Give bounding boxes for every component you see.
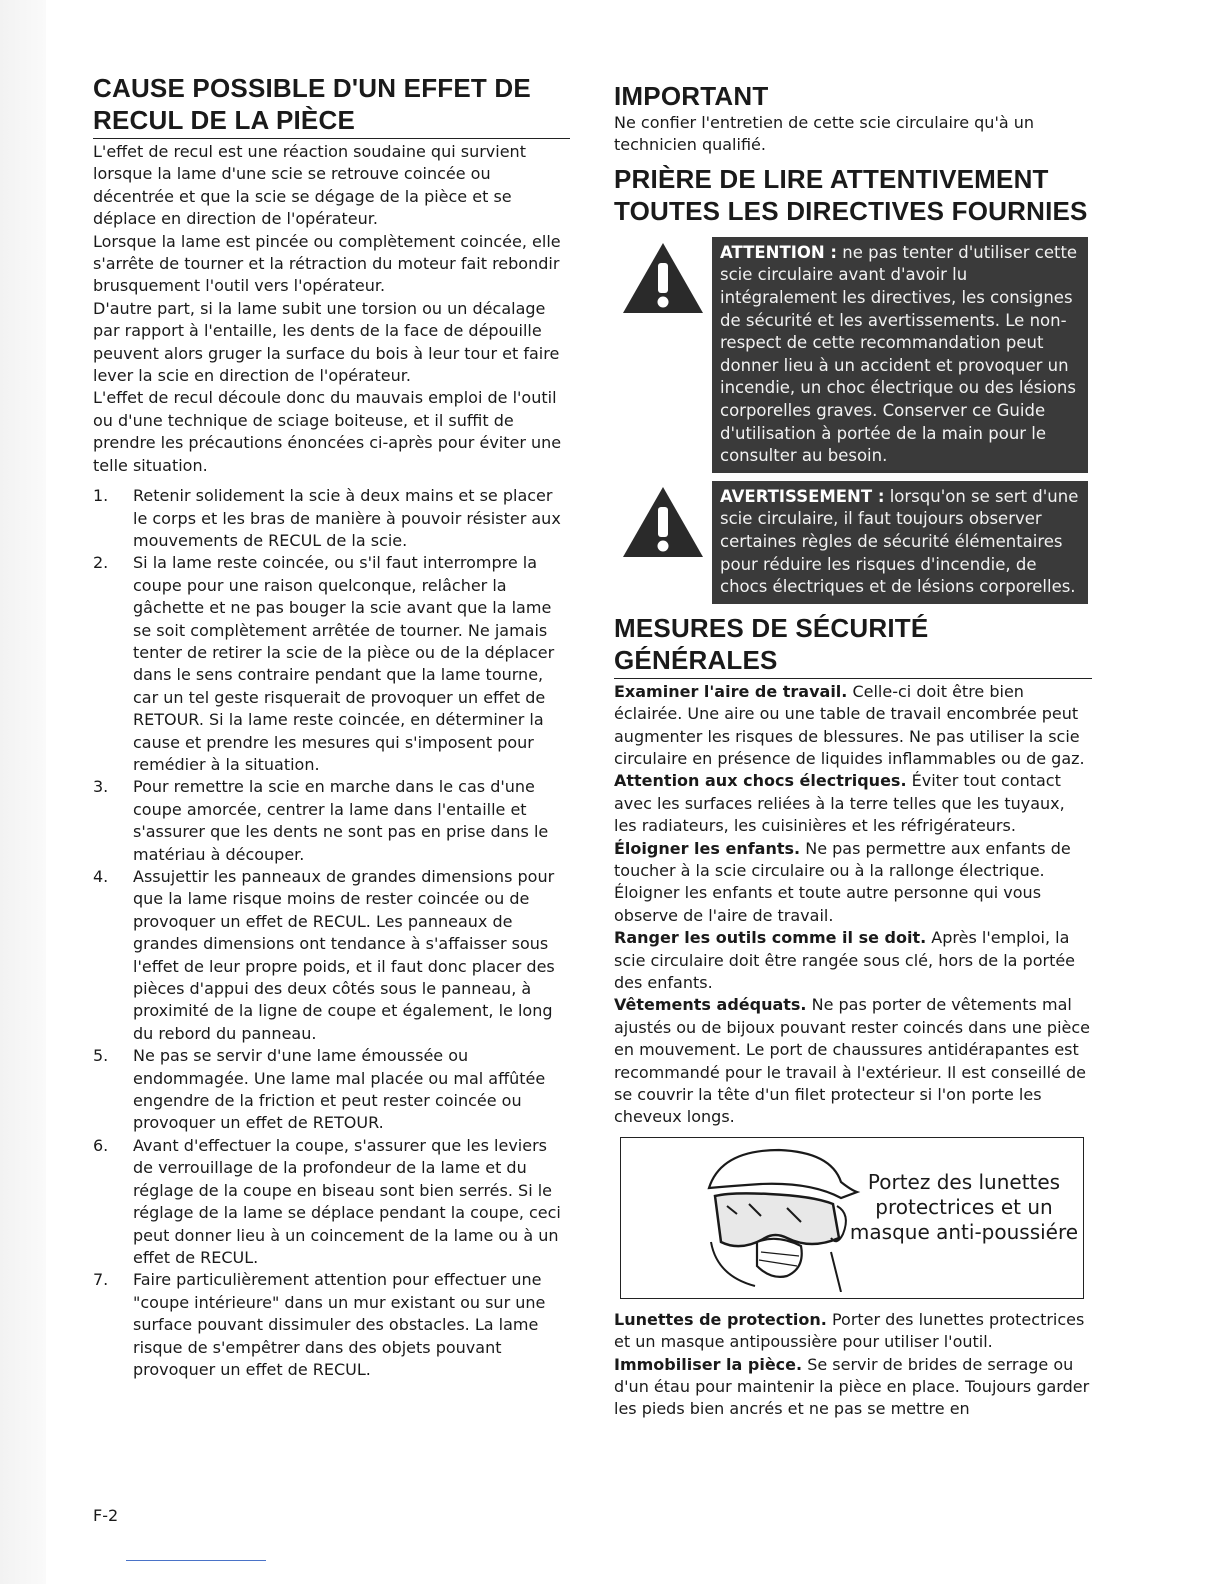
safety-goggles-figure	[620, 1137, 1084, 1299]
list-item	[93, 485, 570, 552]
figure-caption	[849, 1170, 1079, 1245]
kickback-title-line1: CAUSE POSSIBLE D'UN EFFET DE	[93, 73, 531, 103]
safety-title-line2: GÉNÉRALES	[614, 644, 1092, 679]
list-number: 1.	[93, 486, 109, 506]
scan-edge	[0, 0, 46, 1584]
rule-label: Vêtements adéquats.	[614, 995, 807, 1015]
read-instructions-title-line2: TOUTES LES DIRECTIVES FOURNIES	[614, 195, 1088, 226]
list-number: 3.	[93, 777, 109, 797]
attention-box	[712, 237, 1088, 473]
safety-rule	[614, 1309, 1092, 1354]
read-instructions-title-line1: PRIÈRE DE LIRE ATTENTIVEMENT	[614, 163, 1049, 194]
list-text: Pour remettre la scie en marche dans le cas d'une coupe amorcée, centrer la lame dans l'entaille et s'assurer que les dents ne sont pas en prise dans le matériau à découper.	[133, 777, 549, 864]
list-number: 7.	[93, 1270, 109, 1290]
list-item	[93, 552, 570, 776]
avertissement-box	[712, 481, 1088, 604]
list-text: Ne pas se servir d'une lame émoussée ou endommagée. Une lame mal placée ou mal affûtée engendre de la friction et peut rester coincée ou provoquer un effet de RETOUR.	[133, 1046, 546, 1133]
safety-rules-continued	[614, 1309, 1092, 1421]
paragraph: Lorsque la lame est pincée ou complètement coincée, elle s'arrête de tourner et la rétraction du moteur fait rebondir brusquement l'outil vers l'opérateur.	[93, 231, 561, 296]
safety-title-line1: MESURES DE SÉCURITÉ	[614, 612, 929, 643]
safety-rule	[614, 927, 1092, 994]
list-text: Assujettir les panneaux de grandes dimensions pour que la lame risque moins de rester coincée ou de provoquer un effet de RECUL. Les panneaux de grandes dimensions ont tendance à s'affaisser sous l'effet de leur propre poids, et il faut donc placer des pièces d'appui des deux côtés sous le panneau, à proximité de la ligne de coupe et également, le long du rebord du panneau.	[133, 867, 555, 1043]
paragraph: L'effet de recul est une réaction soudaine qui survient lorsque la lame d'une scie se retrouve coincée ou décentrée et que la scie se dégage de la pièce et se déplace en direction de l'opérateur.	[93, 142, 526, 229]
paragraph: D'autre part, si la lame subit une torsion ou un décalage par rapport à l'entaille, les dents de la face de dépouille peuvent alors gruger la surface du bois à leur tour et faire lever la scie en direction de l'opérateur.	[93, 298, 560, 386]
link-underline	[126, 1560, 266, 1561]
rule-text: Celle-ci doit être bien éclairée. Une aire ou une table de travail encombrée peut augmenter les risques de blessures. Ne pas utiliser la scie circulaire en présence de liquides inflammables ou de gaz.	[614, 681, 1085, 768]
kickback-title-line2: RECUL DE LA PIÈCE	[93, 104, 570, 139]
kickback-precautions-list	[93, 485, 570, 1381]
safety-rule	[614, 994, 1092, 1128]
list-item	[93, 1135, 570, 1269]
list-number: 5.	[93, 1046, 109, 1066]
important-text: Ne confier l'entretien de cette scie circulaire qu'à un technicien qualifié.	[614, 113, 1035, 155]
avertissement-text: lorsqu'on se sert d'une scie circulaire, il faut toujours observer certaines règles de sécurité élémentaires pour réduire les risques d'incendie, de chocs électriques et de lésions corporelles.	[720, 486, 1079, 597]
right-column	[614, 80, 1092, 1421]
safety-rules	[614, 681, 1092, 1129]
rule-text: Ne pas porter de vêtements mal ajustés ou de bijoux pouvant rester coincés dans une pièce en mouvement. Le port de chaussures antidérapantes est recommandé pour le travail à l'extérieur. Il est conseillé de se couvrir la tête d'un filet protecteur si l'on porte les cheveux longs.	[614, 995, 1090, 1127]
rule-label: Attention aux chocs électriques.	[614, 771, 907, 791]
safety-rule	[614, 1354, 1092, 1421]
list-text: Faire particulièrement attention pour effectuer une "coupe intérieure" dans un mur existant ou sur une surface pouvant dissimuler des obstacles. La lame risque de s'empêtrer dans des objets pouvant provoquer un effet de RECUL.	[133, 1270, 546, 1379]
list-item	[93, 776, 570, 866]
important-title: IMPORTANT	[614, 81, 769, 111]
rule-label: Immobiliser la pièce.	[614, 1354, 803, 1374]
rule-label: Éloigner les enfants.	[614, 838, 801, 858]
caption-line: protectrices et un	[875, 1194, 1053, 1219]
attention-notice	[614, 237, 1092, 473]
safety-rule	[614, 838, 1092, 928]
warning-triangle-icon	[621, 241, 705, 315]
rule-text: Ne pas permettre aux enfants de toucher à la scie circulaire ou à la rallonge électrique. Éloigner les enfants et toute autre personne qui vous observe de l'aire de travail.	[614, 838, 1071, 925]
rule-label: Examiner l'aire de travail.	[614, 681, 848, 701]
caption-line: Portez des lunettes	[867, 1169, 1061, 1194]
attention-label: ATTENTION :	[720, 242, 838, 262]
list-number: 4.	[93, 867, 109, 886]
page-number: F-2	[93, 1506, 119, 1525]
warning-triangle-icon	[621, 485, 705, 559]
rule-label: Lunettes de protection.	[614, 1309, 827, 1329]
rule-text: Se servir de brides de serrage ou d'un étau pour maintenir la pièce en place. Toujours garder les pieds bien ancrés et ne pas se mettre en	[614, 1354, 1090, 1419]
avertissement-label: AVERTISSEMENT :	[720, 486, 885, 506]
rule-label: Ranger les outils comme il se doit.	[614, 928, 927, 948]
safety-rule	[614, 770, 1092, 837]
list-item	[93, 866, 570, 1045]
list-number: 2.	[93, 553, 109, 573]
attention-text: ne pas tenter d'utiliser cette scie circulaire avant d'avoir lu intégralement les directives, les consignes de sécurité et les avertissements. Le non-respect de cette recommandation peut donner lieu à un accident et provoquer un incendie, un choc électrique ou des lésions corporelles graves. Conserver ce Guide d'utilisation à portée de la main pour le consulter au besoin.	[720, 242, 1078, 466]
safety-rule	[614, 681, 1092, 771]
list-number: 6.	[93, 1135, 109, 1155]
list-text: Si la lame reste coincée, ou s'il faut interrompre la coupe pour une raison quelconque, relâcher la gâchette et ne pas bouger la scie avant que la lame se soit complètement arrêtée de tourner. Ne jamais tenter de retirer la scie de la pièce ou de la déplacer dans le sens contraire pendant que la lame tourne, car un tel geste risquerait de provoquer un effet de RETOUR. Si la lame reste coincée, en déterminer la cause et prendre les mesures qui s'imposent pour remédier à la situation.	[133, 553, 555, 774]
list-item	[93, 1269, 570, 1381]
goggles-mask-illustration	[691, 1142, 861, 1292]
caption-line: masque anti-poussiére	[849, 1219, 1079, 1244]
kickback-intro	[93, 141, 570, 477]
left-column	[93, 72, 570, 1381]
list-text: Avant d'effectuer la coupe, s'assurer que les leviers de verrouillage de la profondeur de la lame et du réglage de la coupe en biseau sont bien serrés. Si le réglage de la lame se déplace pendant la coupe, ceci peut donner lieu à un coincement de la lame ou à un effet de RECUL.	[133, 1135, 561, 1267]
list-item	[93, 1045, 570, 1135]
avertissement-notice	[614, 481, 1092, 604]
list-text: Retenir solidement la scie à deux mains et se placer le corps et les bras de manière à pouvoir résister aux mouvements de RECUL de la scie.	[133, 486, 561, 550]
rule-text: Éviter tout contact avec les surfaces reliées à la terre telles que les tuyaux, les radiateurs, les cuisinières et les réfrigérateurs.	[614, 771, 1065, 836]
paragraph: L'effet de recul découle donc du mauvais emploi de l'outil ou d'une technique de sciage boiteuse, et il suffit de prendre les précautions énoncées ci-après pour éviter une telle situation.	[93, 388, 562, 475]
rule-text: Après l'emploi, la scie circulaire doit être rangée sous clé, hors de la portée des enfants.	[614, 928, 1076, 992]
rule-text: Porter des lunettes protectrices et un masque antipoussière pour utiliser l'outil.	[614, 1309, 1085, 1352]
